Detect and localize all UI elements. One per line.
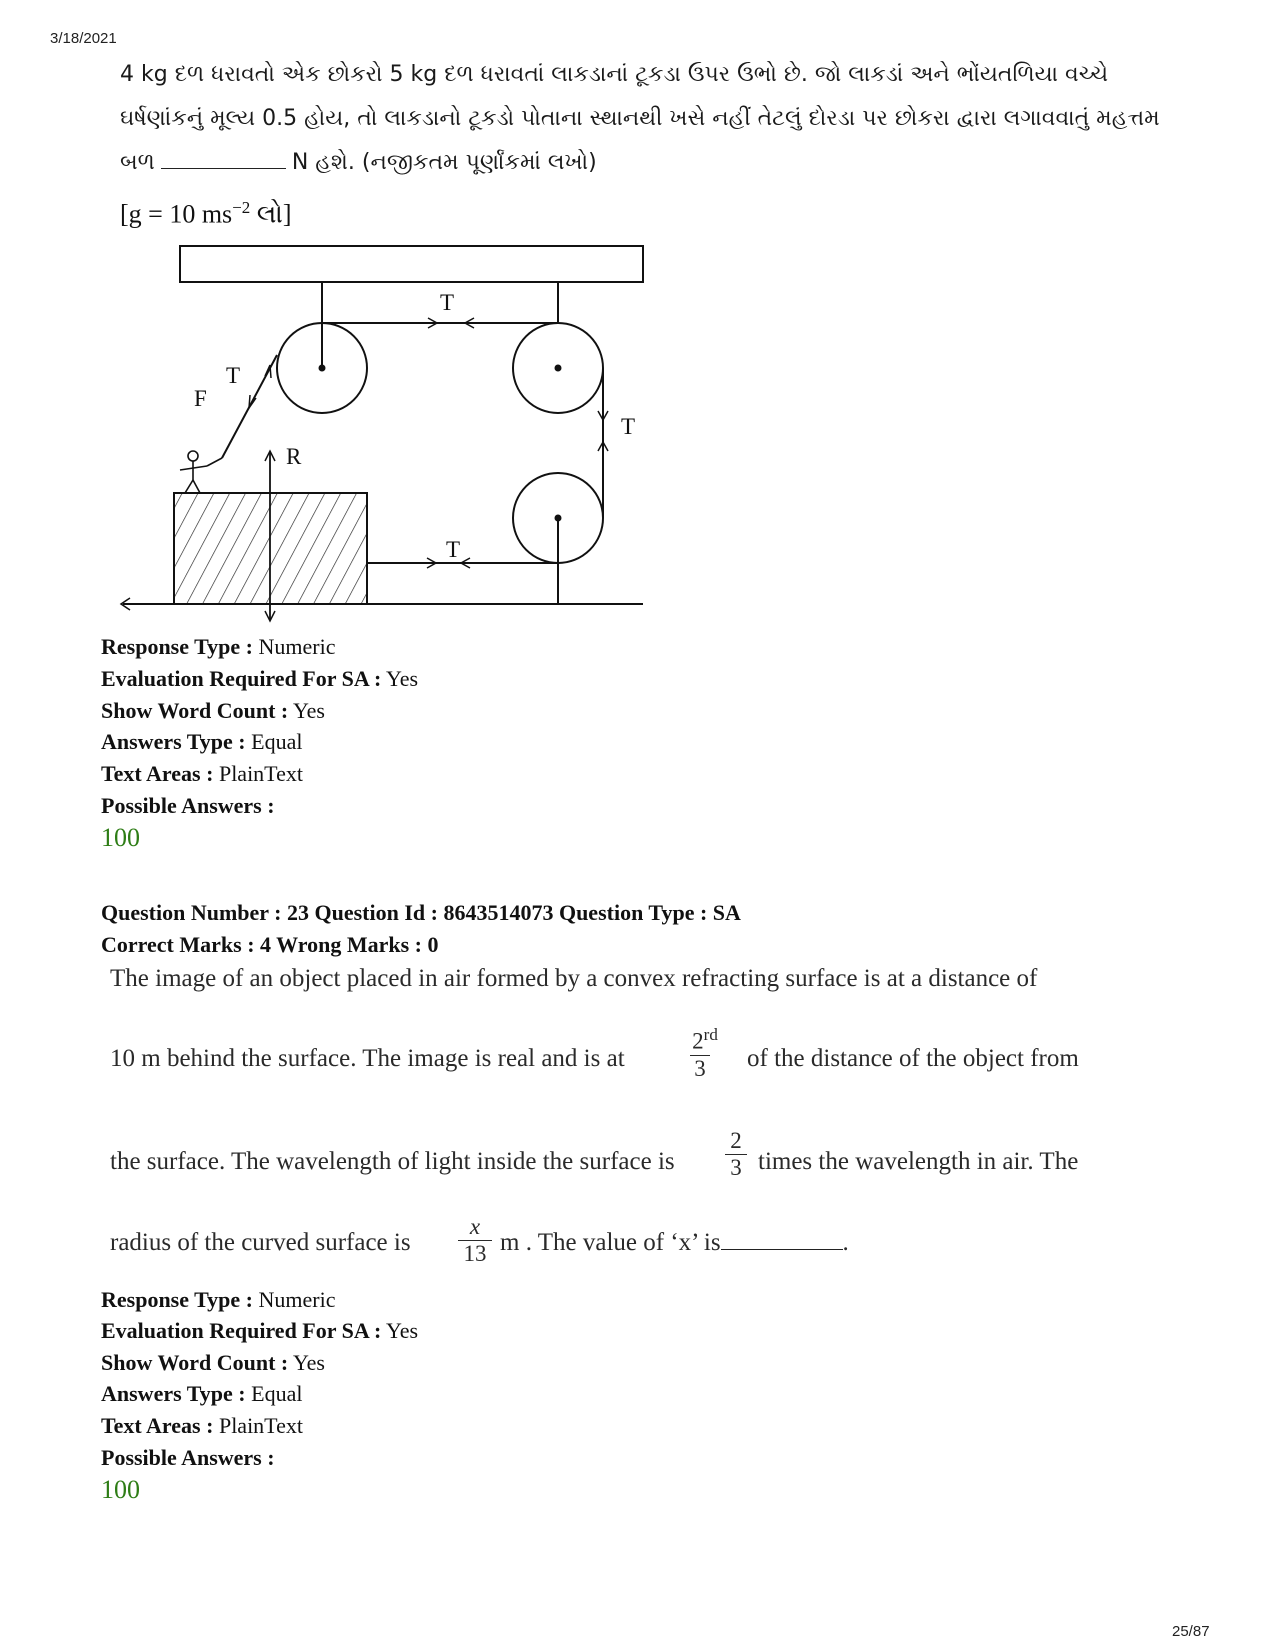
label-t-top: T: [440, 290, 455, 315]
q23-show-word-count: Show Word Count : Yes: [101, 1350, 325, 1375]
label-t-left: T: [226, 363, 241, 388]
q22-line3-end: N હશે. (નજીકતમ પૂર્ણાંકમાં લખો): [291, 150, 597, 175]
q23-text-line2a: 10 m behind the surface. The image is real and is at: [110, 1045, 625, 1072]
label-f: F: [194, 386, 207, 411]
q22-answers-type: Answers Type : Equal: [101, 729, 303, 754]
q23-answer-blank: [721, 1231, 843, 1250]
label-t-right: T: [621, 414, 636, 439]
q22-possible-answers: Possible Answers :: [101, 793, 275, 818]
q22-evaluation-required: Evaluation Required For SA : Yes: [101, 666, 419, 691]
q22-show-word-count: Show Word Count : Yes: [101, 698, 325, 723]
q23-text-line4a: radius of the curved surface is: [110, 1229, 411, 1256]
fraction-two-thirds: 2 3: [725, 1128, 747, 1181]
q23-marks: Correct Marks : 4 Wrong Marks : 0: [101, 932, 439, 957]
q23-evaluation-required: Evaluation Required For SA : Yes: [101, 1318, 419, 1343]
fraction-two-thirds-rd: 2rd 3: [690, 1022, 720, 1082]
q23-response-type: Response Type : Numeric: [101, 1287, 336, 1312]
q23-answers-type: Answers Type : Equal: [101, 1381, 303, 1406]
q23-text-line3a: the surface. The wavelength of light inside the surface is: [110, 1148, 675, 1175]
q22-given-suffix: લો]: [250, 199, 292, 229]
q23-answer: 100: [101, 1475, 140, 1504]
q23-line4-end: .: [842, 1229, 849, 1256]
q23-line4-question: m . The value of ‘x’ is: [500, 1229, 721, 1256]
label-r: R: [286, 444, 302, 469]
q22-line3-start: બળ: [120, 150, 155, 175]
boy-figure: [180, 451, 222, 493]
label-t-bottom: T: [446, 537, 461, 562]
fraction-x-over-13: x 13: [458, 1214, 492, 1267]
q23-text-line4b: [500, 1229, 849, 1257]
q22-response-type: Response Type : Numeric: [101, 634, 336, 659]
page-number: 25/87: [1172, 1623, 1210, 1640]
q23-text-line3b: times the wavelength in air. The: [758, 1148, 1079, 1175]
q23-text-areas: Text Areas : PlainText: [101, 1413, 303, 1438]
q22-text-line1: 4 kg દળ ધરાવતો એક છોકરો 5 kg દળ ધરાવતાં લાકડાનાં ટૂકડા ઉપર ઉભો છે. જો લાકડાં અને ભોંયતળિયા વચ્ચે: [120, 62, 1109, 87]
print-date: 3/18/2021: [50, 30, 117, 47]
q23-text-line1: The image of an object placed in air formed by a convex refracting surface is at a distance of: [110, 965, 1038, 992]
ceiling-beam: [180, 246, 643, 282]
q22-given-prefix: [g = 10 ms: [120, 199, 233, 229]
q22-text-areas: Text Areas : PlainText: [101, 761, 303, 786]
q22-text-line2: ઘર્ષણાંકનું મૂલ્ય 0.5 હોય, તો લાકડાનો ટૂકડો પોતાના સ્થાનથી ખસે નહીં તેટલું દોરડા પર છોકરા દ્વારા લગાવવાતું મહત્તમ: [120, 106, 1160, 131]
q23-header: Question Number : 23 Question Id : 8643514073 Question Type : SA: [101, 900, 741, 925]
pulley-diagram: [0, 0, 1275, 660]
q23-possible-answers: Possible Answers :: [101, 1445, 275, 1470]
q22-answer: 100: [101, 823, 140, 852]
q22-given-exp: −2: [232, 198, 251, 217]
q23-text-line2b: of the distance of the object from: [747, 1045, 1079, 1072]
